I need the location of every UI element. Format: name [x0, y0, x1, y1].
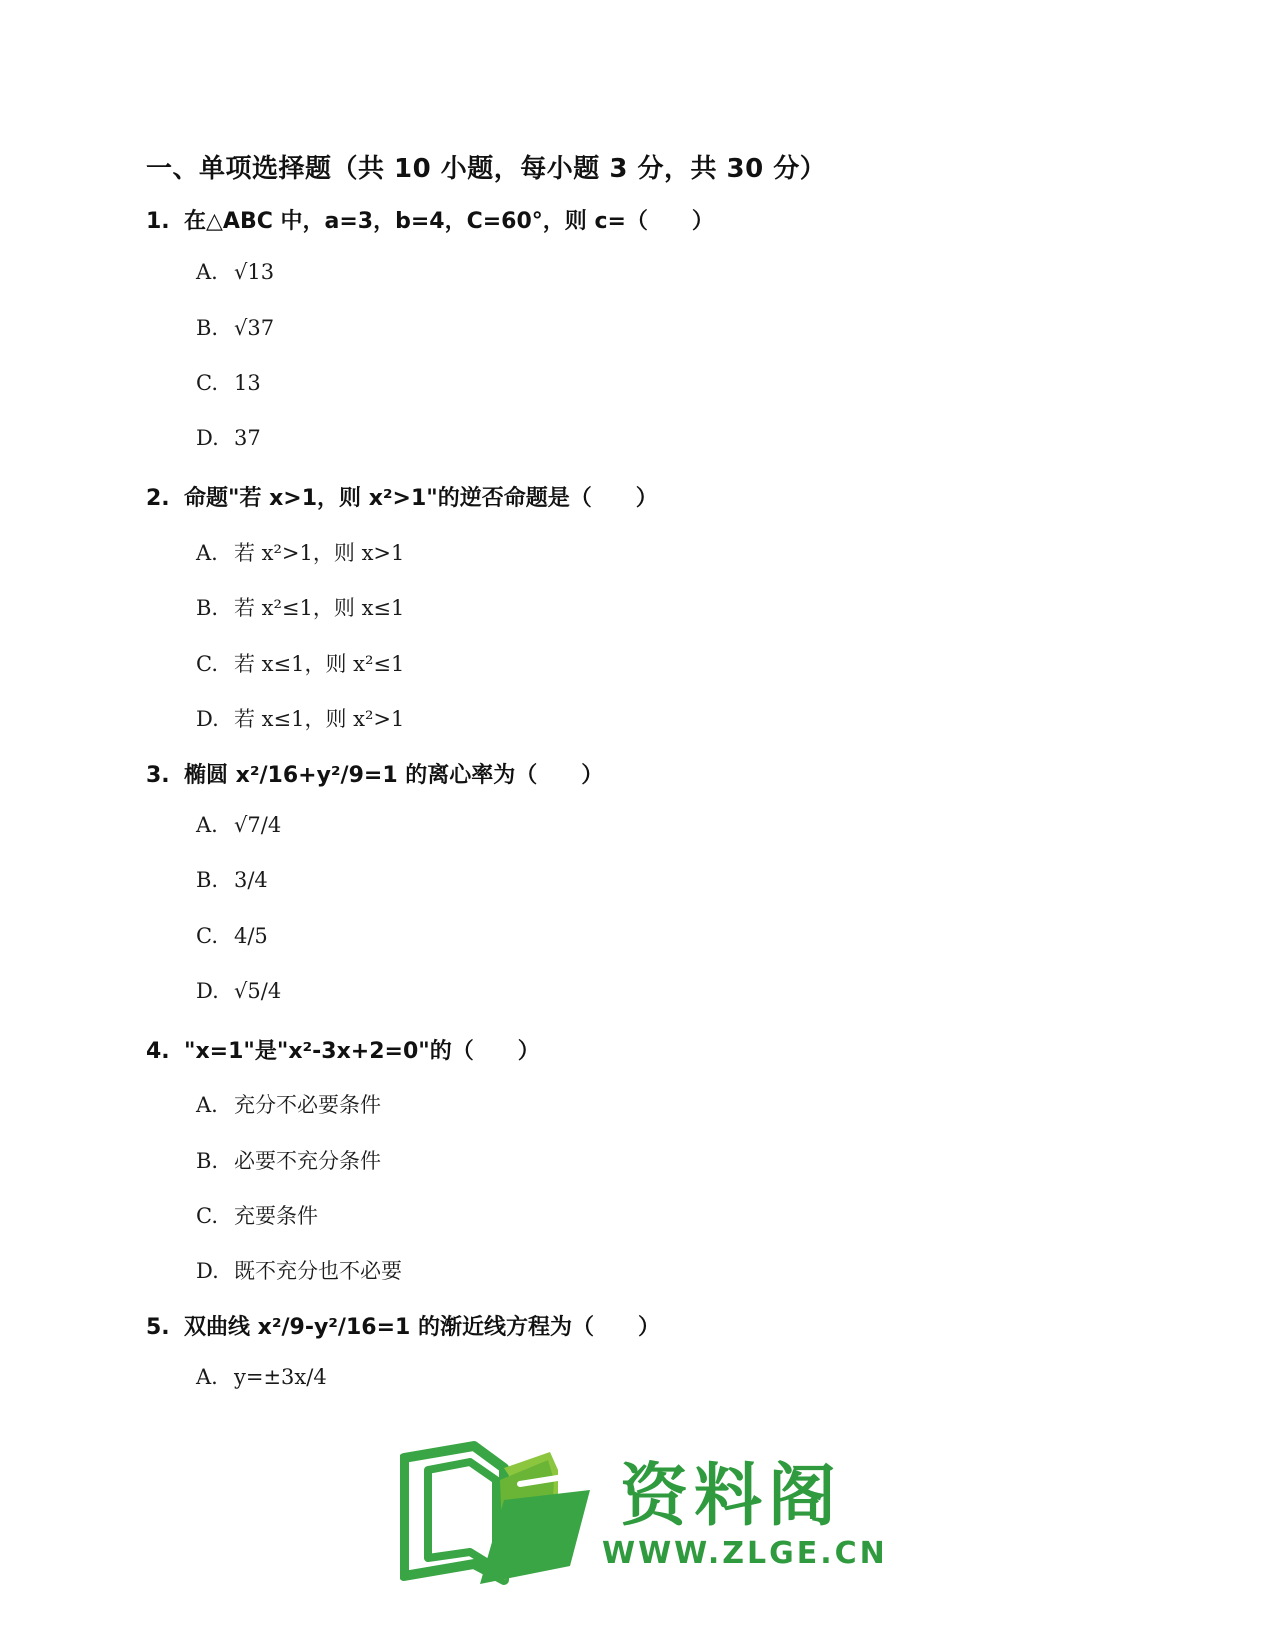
- section-title: 一、单项选择题（共 10 小题，每小题 3 分，共 30 分）: [146, 154, 827, 184]
- option-text: √7/4: [234, 813, 282, 837]
- option-text: 若 x²≤1，则 x≤1: [234, 596, 405, 620]
- option-text: √37: [234, 316, 275, 340]
- question-3-option-a: [196, 813, 281, 837]
- option-letter: A.: [196, 1365, 218, 1389]
- watermark-name: 资料阁: [620, 1457, 843, 1536]
- option-letter: D.: [196, 707, 219, 731]
- book-icon: [400, 1440, 600, 1590]
- option-letter: D.: [196, 1259, 219, 1283]
- option-text: 37: [234, 426, 261, 450]
- question-text: 命题"若 x>1，则 x²>1"的逆否命题是（ ）: [184, 486, 658, 511]
- option-letter: B.: [196, 1149, 219, 1173]
- question-number: 3.: [146, 763, 170, 788]
- question-number: 4.: [146, 1039, 170, 1064]
- option-text: 既不充分也不必要: [234, 1259, 402, 1283]
- question-4-option-d: [196, 1255, 402, 1285]
- option-letter: D.: [196, 979, 219, 1003]
- question-4-option-b: [196, 1145, 381, 1175]
- option-letter: C.: [196, 652, 218, 676]
- question-4-option-a: [196, 1089, 381, 1119]
- option-letter: C.: [196, 371, 218, 395]
- option-text: 必要不充分条件: [234, 1149, 381, 1173]
- question-number: 1.: [146, 209, 170, 234]
- question-3-option-b: [196, 868, 268, 892]
- watermark-url: WWW.ZLGE.CN: [602, 1536, 888, 1571]
- question-2-option-d: [196, 703, 404, 733]
- question-2-option-b: [196, 592, 404, 622]
- question-number: 5.: [146, 1315, 170, 1340]
- question-3-option-c: [196, 924, 268, 948]
- option-letter: A.: [196, 1093, 218, 1117]
- question-5-stem: [146, 1310, 660, 1341]
- option-text: 若 x²>1，则 x>1: [234, 541, 405, 565]
- question-1-option-a: [196, 260, 274, 284]
- watermark-logo: [400, 1440, 888, 1590]
- question-text: "x=1"是"x²-3x+2=0"的（ ）: [184, 1039, 540, 1064]
- option-text: y=±3x/4: [234, 1365, 327, 1389]
- option-text: 若 x≤1，则 x²≤1: [234, 652, 405, 676]
- question-number: 2.: [146, 486, 170, 511]
- option-text: 13: [234, 371, 261, 395]
- option-letter: B.: [196, 868, 219, 892]
- question-2-stem: [146, 481, 658, 512]
- option-letter: A.: [196, 813, 218, 837]
- option-letter: B.: [196, 316, 219, 340]
- option-text: √5/4: [234, 979, 282, 1003]
- question-1-option-c: [196, 371, 261, 395]
- question-1-option-b: [196, 316, 274, 340]
- question-5-option-a: [196, 1365, 327, 1389]
- question-2-option-c: [196, 648, 404, 678]
- option-text: 充要条件: [234, 1204, 318, 1228]
- option-letter: C.: [196, 1204, 218, 1228]
- option-text: 若 x≤1，则 x²>1: [234, 707, 405, 731]
- option-letter: B.: [196, 596, 219, 620]
- question-4-stem: [146, 1034, 540, 1065]
- option-text: 4/5: [234, 924, 268, 948]
- option-text: 3/4: [234, 868, 268, 892]
- option-text: 充分不必要条件: [234, 1093, 381, 1117]
- option-letter: A.: [196, 541, 218, 565]
- option-text: √13: [234, 260, 275, 284]
- option-letter: D.: [196, 426, 219, 450]
- question-3-stem: [146, 758, 603, 789]
- question-4-option-c: [196, 1200, 318, 1230]
- option-letter: C.: [196, 924, 218, 948]
- question-3-option-d: [196, 979, 281, 1003]
- question-1-stem: [146, 204, 714, 235]
- question-1-option-d: [196, 426, 261, 450]
- question-2-option-a: [196, 537, 404, 567]
- option-letter: A.: [196, 260, 218, 284]
- question-text: 椭圆 x²/16+y²/9=1 的离心率为（ ）: [184, 763, 604, 788]
- question-text: 双曲线 x²/9-y²/16=1 的渐近线方程为（ ）: [184, 1315, 660, 1340]
- question-text: 在△ABC 中，a=3，b=4，C=60°，则 c=（ ）: [184, 209, 714, 234]
